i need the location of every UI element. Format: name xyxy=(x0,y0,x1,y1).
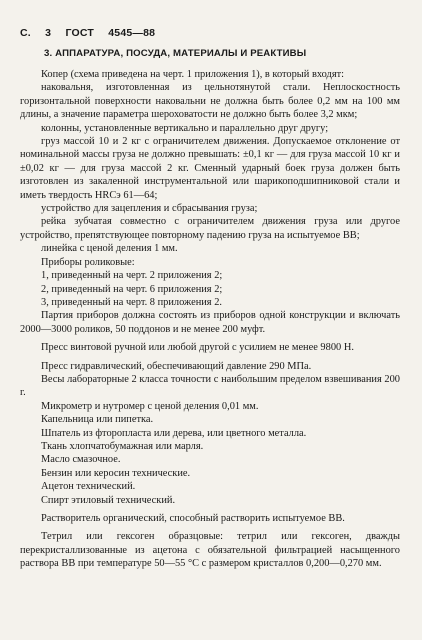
paragraph: Пресс винтовой ручной или любой другой с усилием не менее 9800 Н. xyxy=(41,342,354,354)
paragraph: Партия приборов должна состоять из приборов одной конструкции и включать 2000—3000 роликов, 50 поддонов и не менее 200 муфт. xyxy=(20,310,400,335)
paragraph: Весы лабораторные 2 класса точности с наибольшим пределом взвешивания 200 г. xyxy=(20,373,400,399)
standard-label: ГОСТ xyxy=(65,27,94,39)
paragraph: Приборы роликовые: xyxy=(41,256,135,268)
paragraph: Спирт этиловый технический. xyxy=(41,494,176,506)
paragraph: Ацетон технический. xyxy=(41,481,136,493)
paragraph: наковальня, изготовленная из цельнотянутой стали. Неплоскостность горизонтальной поверхности наковальни не должна быть более 0,2 мм на 100 мм длины, а значение параметра шероховатости не должно быть более 3,2 мкм; xyxy=(20,82,400,121)
paragraph: Масло смазочное. xyxy=(41,454,121,466)
paragraph: груз массой 10 и 2 кг с ограничителем движения. Допускаемое отклонение от номинальной массы груза не должно превышать: ±0,1 кг — для груза массой 10 кг и ±0,02 кг — для груза массой 2 кг. Сменный ударный боек груза должен быть изготовлен из закаленной инструментальной или шарикоподшипниковой стали и иметь твердость HRCэ 61—64; xyxy=(20,136,400,201)
page-number: 3 xyxy=(45,27,52,39)
page-marker: С. xyxy=(20,27,31,39)
paragraph: колонны, установленные вертикально и параллельно друг другу; xyxy=(41,122,329,134)
paragraph: Растворитель органический, способный растворить испытуемое ВВ. xyxy=(41,513,345,524)
paragraph: Пресс гидравлический, обеспечивающий давление 290 МПа. xyxy=(41,360,312,372)
paragraph: Ткань хлопчатобумажная или марля. xyxy=(41,440,204,452)
paragraph: устройство для зацепления и сбрасывания груза; xyxy=(41,203,258,215)
paragraph: Тетрил или гексоген образцовые: тетрил или гексоген, дважды перекристаллизованные из ацетона с обязательной фильтрацией насыщенного раствора ВВ при температуре 50—55 °С с размером кристаллов 0,200—0,270 мм. xyxy=(20,531,400,570)
paragraph: Капельница или пипетка. xyxy=(41,414,154,426)
paragraph: Микрометр и нутромер с ценой деления 0,01 мм. xyxy=(41,400,259,412)
paragraph: Копер (схема приведена на черт. 1 приложения 1), в который входят: xyxy=(41,69,345,80)
list-item: 2, приведенный на черт. 6 приложения 2; xyxy=(41,283,223,295)
page-header xyxy=(20,27,155,39)
section-title: 3. АППАРАТУРА, ПОСУДА, МАТЕРИАЛЫ И РЕАКТИВЫ xyxy=(44,48,307,59)
document-body xyxy=(20,68,400,571)
paragraph: линейка с ценой деления 1 мм. xyxy=(41,243,178,255)
paragraph: Бензин или керосин технические. xyxy=(41,467,191,479)
paragraph: Шпатель из фторопласта или дерева, или цветного металла. xyxy=(41,427,307,439)
paragraph: рейка зубчатая совместно с ограничителем движения груза или другое устройство, препятствующее повторному падению груза на испытуемое ВВ; xyxy=(20,216,400,241)
standard-number: 4545—88 xyxy=(108,27,156,39)
list-item: 3, приведенный на черт. 8 приложения 2. xyxy=(41,296,222,308)
list-item: 1, приведенный на черт. 2 приложения 2; xyxy=(41,270,223,282)
